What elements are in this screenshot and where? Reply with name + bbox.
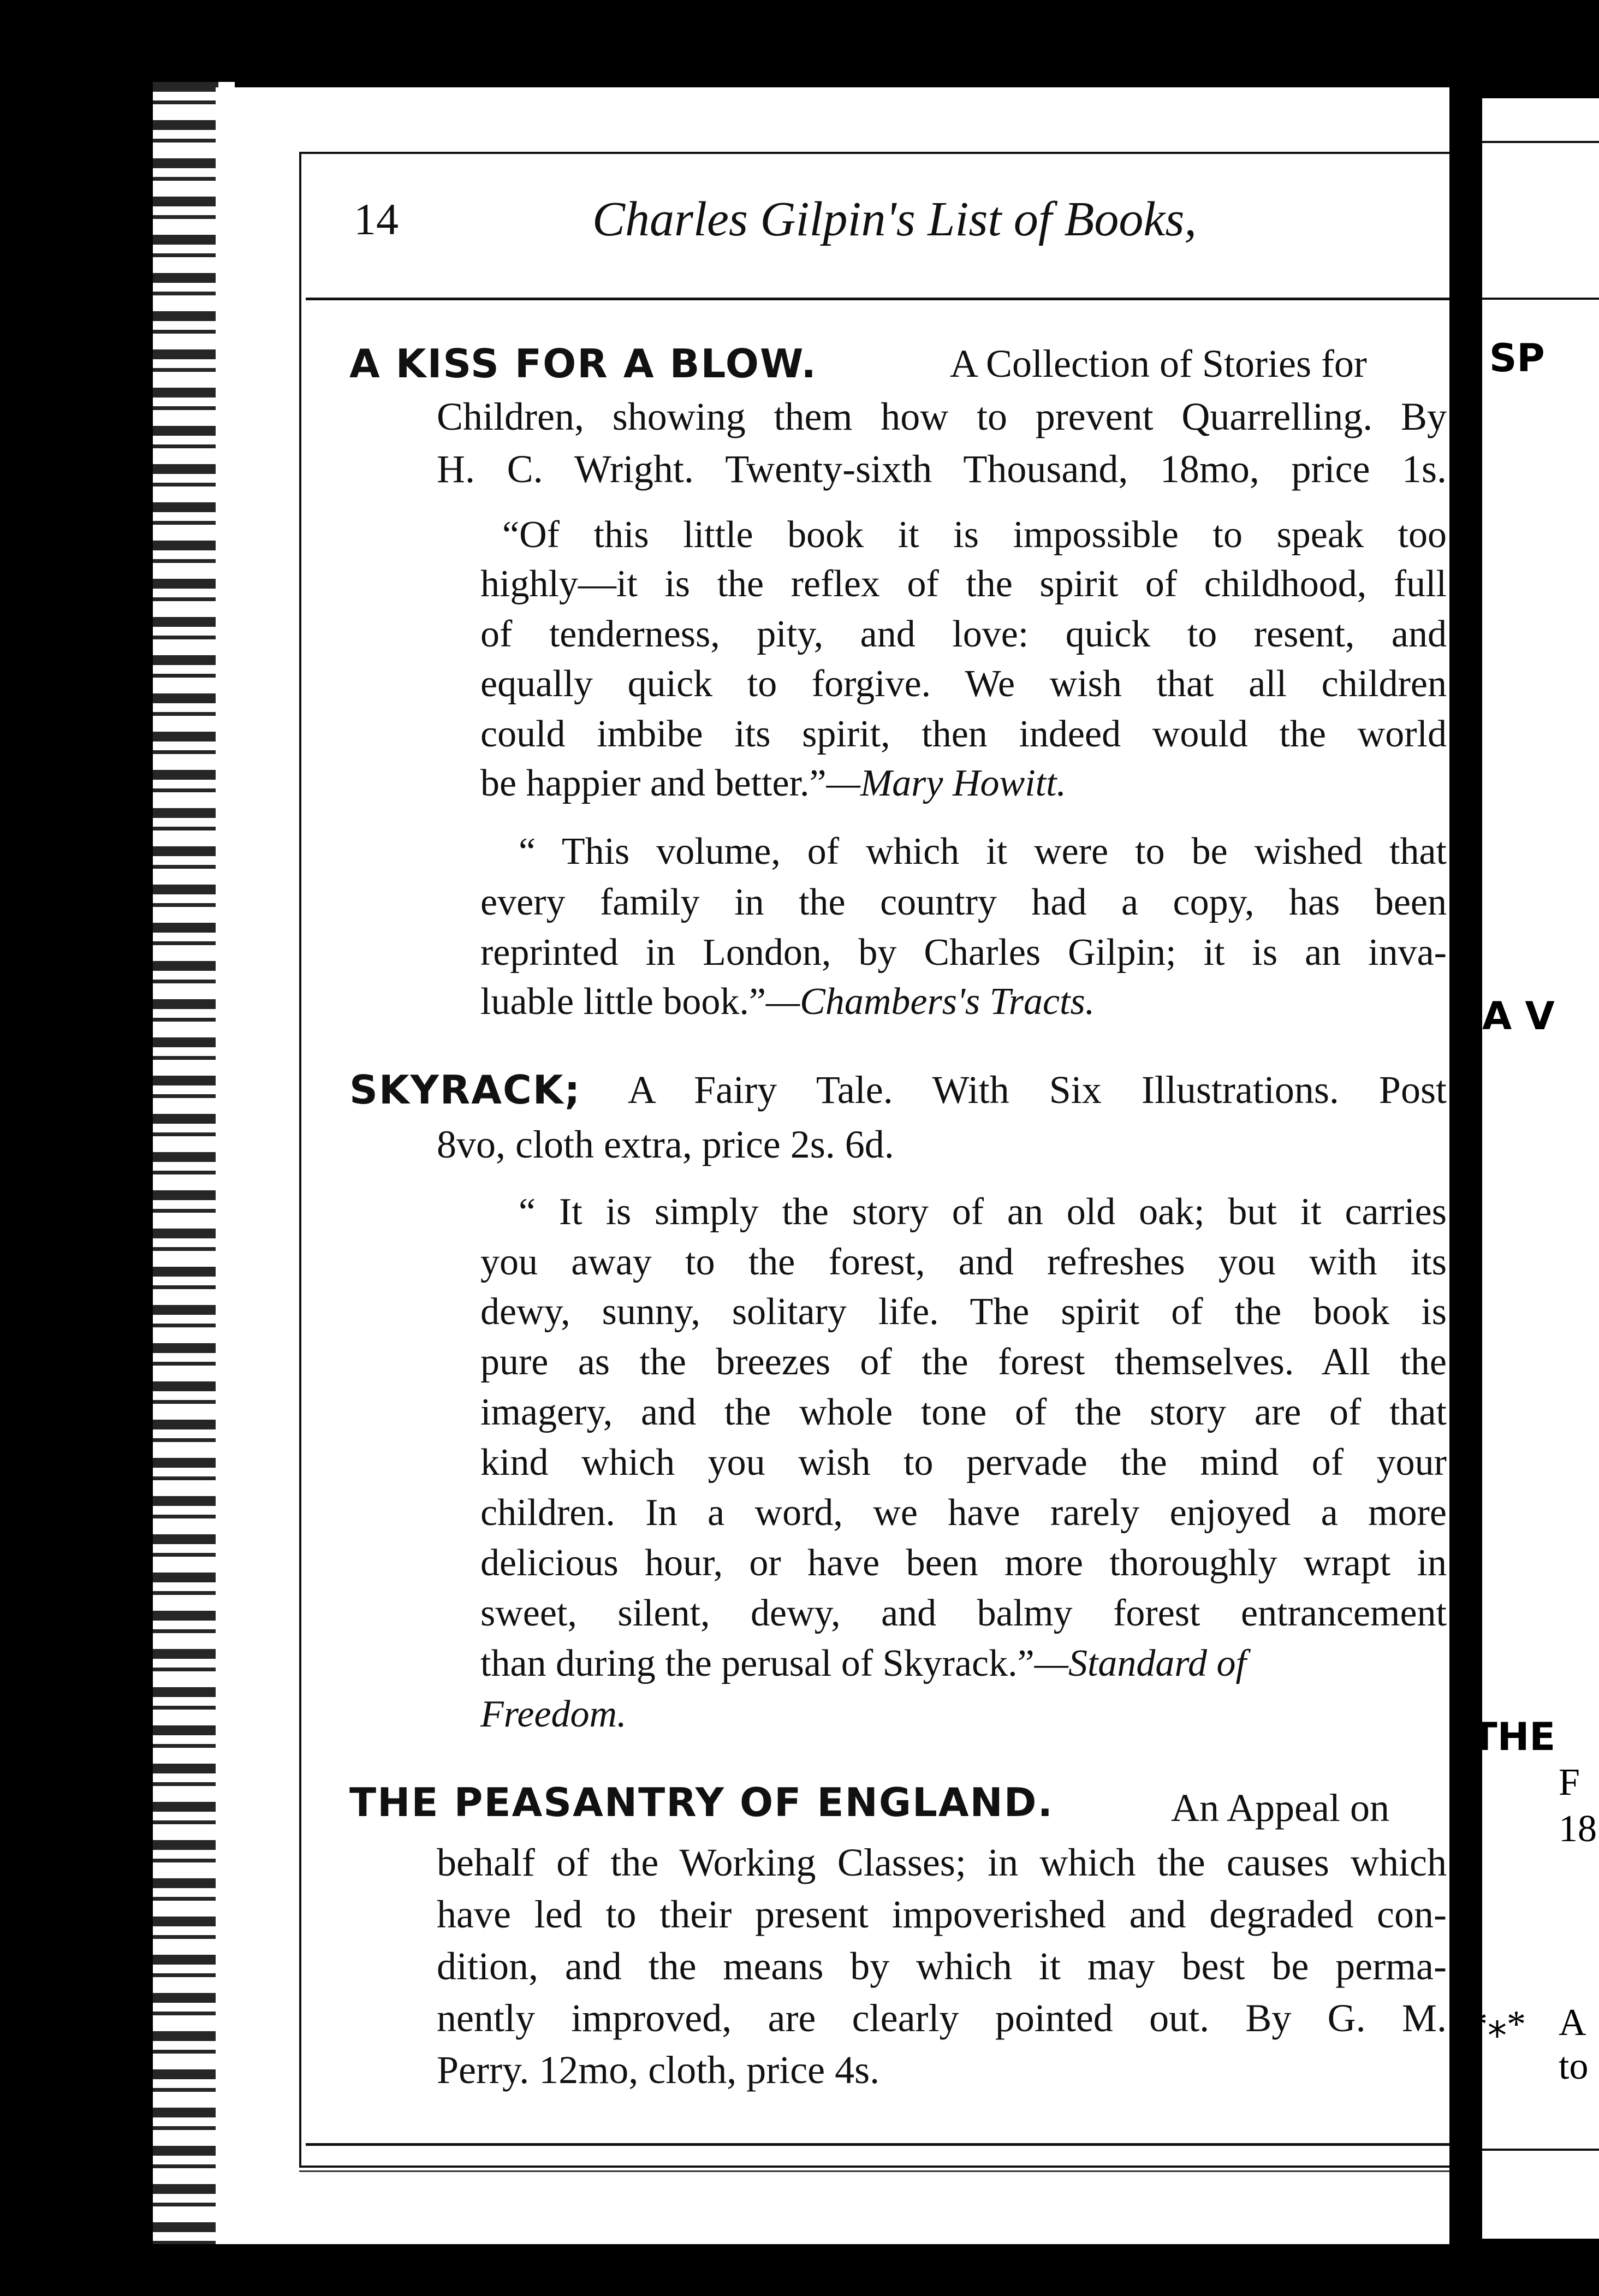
quote-text: equally quick to forgive. We wish that all children: [480, 663, 1447, 705]
book-gutter: [1449, 87, 1482, 2244]
quote-text: every family in the country had a copy, has been: [480, 881, 1447, 923]
footer-rule: [306, 2143, 1460, 2146]
quote-text: “Of this little book it is impossible to speak too: [502, 514, 1447, 556]
quote-text-end: than during the perusal of Skyrack.”: [480, 1642, 1035, 1684]
next-page-fragment: A: [1559, 2002, 1586, 2044]
entry-text: A Fairy Tale. With Six Illustrations. Post: [628, 1068, 1447, 1112]
quote-text: [480, 764, 1066, 803]
entry-text: behalf of the Working Classes; in which the causes which: [437, 1841, 1447, 1884]
footer-rule-outer: [299, 2170, 1459, 2172]
quote-text: delicious hour, or have been more thoroughly wrapt in: [480, 1542, 1447, 1584]
next-page-strip: [1482, 98, 1599, 2239]
entry-text: dition, and the means by which it may best be perma-: [437, 1944, 1447, 1988]
entry-text: Children, showing them how to prevent Quarrelling. By: [437, 395, 1447, 438]
quote-text: dewy, sunny, solitary life. The spirit of the book is: [480, 1291, 1447, 1333]
page-edge-left-dark: [153, 82, 218, 2244]
quote-text: highly—it is the reflex of the spirit of childhood, full: [480, 563, 1447, 605]
next-page-fragment: to: [1559, 2045, 1589, 2087]
quote-text: you away to the forest, and refreshes you with its: [480, 1241, 1447, 1283]
quote-text: children. In a word, we have rarely enjoyed a more: [480, 1492, 1447, 1534]
page-number: 14: [354, 194, 399, 244]
quote-attribution: Freedom.: [480, 1693, 627, 1735]
quote-text: pure as the breezes of the forest themselves. All the: [480, 1341, 1447, 1383]
entry-title: SKYRACK;: [349, 1067, 581, 1113]
entry-text: Perry. 12mo, cloth, price 4s.: [437, 2048, 880, 2092]
quote-attribution: —Chambers's Tracts.: [765, 981, 1095, 1023]
entry-text: have led to their present impoverished and degraded con-: [437, 1892, 1447, 1936]
quote-text: of tenderness, pity, and love: quick to resent, and: [480, 613, 1447, 655]
next-page-rule: [1482, 298, 1599, 300]
quote-text: reprinted in London, by Charles Gilpin; it is an inva-: [480, 932, 1447, 974]
next-page-rule: [1482, 141, 1599, 143]
quote-text: imagery, and the whole tone of the story are of that: [480, 1391, 1447, 1433]
entry-text: H. C. Wright. Twenty-sixth Thousand, 18mo, price 1s.: [437, 447, 1447, 491]
entry-text: An Appeal on: [1171, 1786, 1389, 1830]
entry-title: A KISS FOR A BLOW.: [349, 341, 817, 387]
next-page-fragment: F: [1559, 1761, 1580, 1803]
entry-text: nently improved, are clearly pointed out. By G. M.: [437, 1996, 1447, 2040]
next-page-fragment: THE: [1471, 1714, 1556, 1759]
quote-text: kind which you wish to pervade the mind of your: [480, 1441, 1447, 1484]
next-page-fragment: A V: [1482, 994, 1555, 1039]
quote-text: sweet, silent, dewy, and balmy forest entrancement: [480, 1592, 1447, 1634]
next-page-fragment: *⁎*: [1469, 2003, 1526, 2045]
quote-text: [480, 1642, 1246, 1684]
quote-text-end: luable little book.”: [480, 981, 766, 1023]
running-title: Charles Gilpin's List of Books,: [592, 192, 1197, 246]
quote-attribution: —Standard of: [1034, 1642, 1246, 1684]
header-rule: [306, 298, 1460, 300]
entry-text: 8vo, cloth extra, price 2s. 6d.: [437, 1123, 894, 1166]
next-page-fragment: 18: [1559, 1808, 1597, 1850]
quote-attribution: —Mary Howitt.: [826, 762, 1067, 804]
entry-title: THE PEASANTRY OF ENGLAND.: [349, 1779, 1054, 1825]
quote-text: “ This volume, of which it were to be wished that: [519, 830, 1447, 873]
next-page-rule: [1482, 2149, 1599, 2151]
quote-text: could imbibe its spirit, then indeed would the world: [480, 713, 1447, 755]
entry-text: A Collection of Stories for: [950, 342, 1367, 385]
quote-text-end: be happier and better.”: [480, 762, 827, 804]
quote-text: “ It is simply the story of an old oak; but it carries: [519, 1191, 1447, 1233]
next-page-fragment: SP: [1489, 336, 1545, 381]
quote-text: [480, 983, 1095, 1021]
